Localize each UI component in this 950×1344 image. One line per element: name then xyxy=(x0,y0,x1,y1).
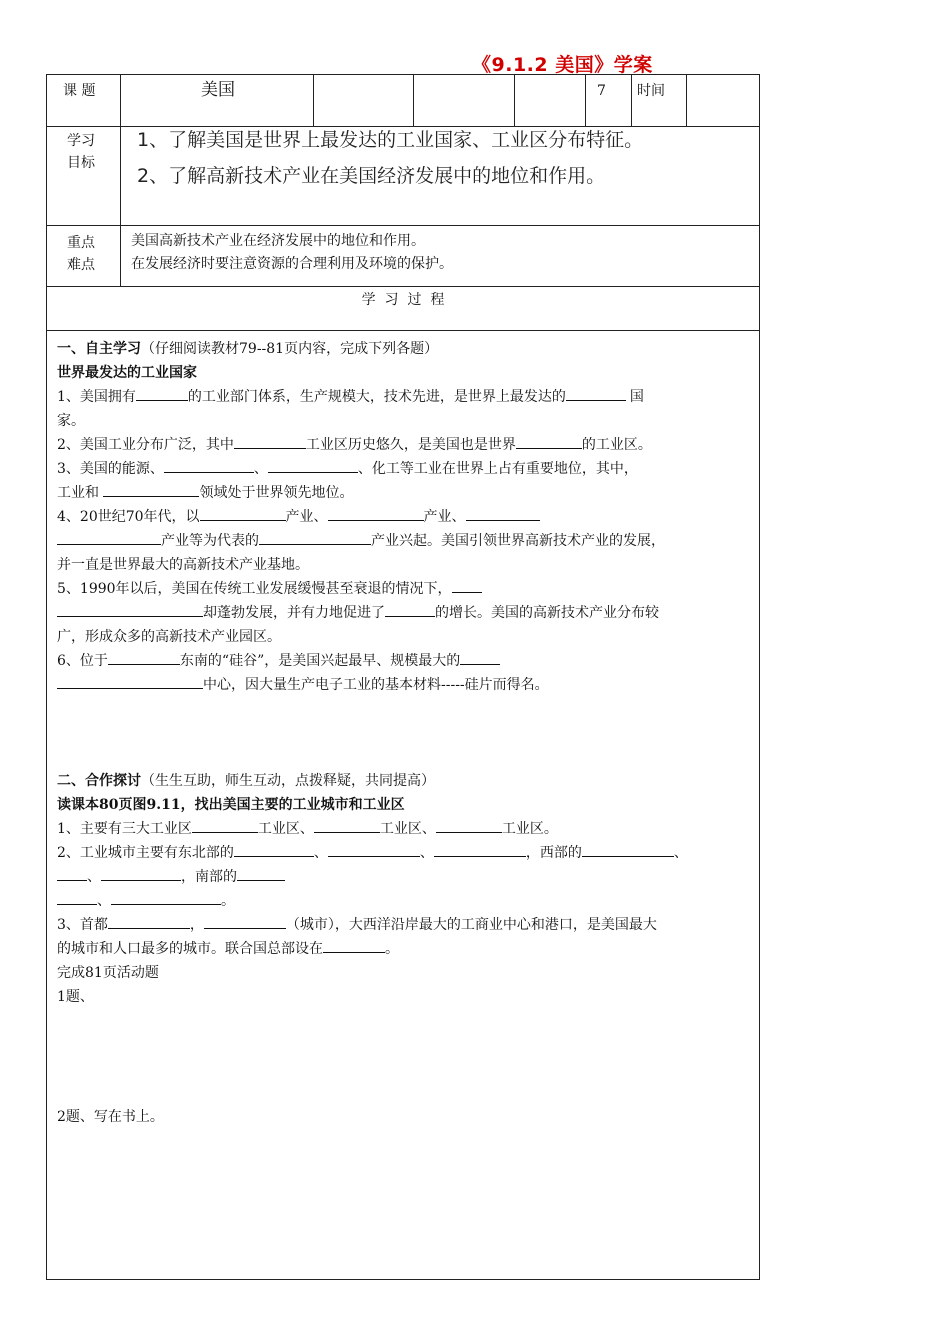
question-3-cont: 工业和 领域处于世界领先地位。 xyxy=(57,481,749,505)
answer-blank[interactable] xyxy=(436,818,502,833)
answer-blank[interactable] xyxy=(103,482,199,497)
answer-blank[interactable] xyxy=(434,842,526,857)
content-area xyxy=(57,337,749,1129)
question-5: 5、1990年以后，美国在传统工业发展缓慢甚至衰退的情况下， xyxy=(57,577,749,601)
key-label-1: 重点 xyxy=(67,235,95,251)
answer-blank[interactable] xyxy=(323,938,385,953)
topic-label: 课 题 xyxy=(63,83,96,99)
part1-subheading: 世界最发达的工业国家 xyxy=(57,365,197,381)
part2-heading-note: （生生互助，师生互动，点拨释疑，共同提高） xyxy=(141,773,435,789)
answer-blank[interactable] xyxy=(328,506,424,521)
column-divider xyxy=(514,75,515,126)
question-4: 4、20世纪70年代，以 产业、 产业、 xyxy=(57,505,749,529)
part2-heading: 二、合作探讨 xyxy=(57,773,141,789)
lesson-number: 7 xyxy=(597,83,606,99)
answer-blank[interactable] xyxy=(57,866,87,881)
column-divider xyxy=(585,75,586,126)
answer-blank[interactable] xyxy=(452,578,482,593)
answer-blank[interactable] xyxy=(57,890,97,905)
answer-blank[interactable] xyxy=(516,434,582,449)
question-6: 6、位于 东南的“硅谷”，是美国兴起最早、规模最大的 xyxy=(57,649,749,673)
p2-question-1: 1、主要有三大工业区 工业区、 工业区、 工业区。 xyxy=(57,817,749,841)
question-4-cont: 产业等为代表的 产业兴起。美国引领世界高新技术产业的发展， xyxy=(57,529,749,553)
goal-item-1: 1、了解美国是世界上最发达的工业国家、工业区分布特征。 xyxy=(137,129,644,151)
answer-blank[interactable] xyxy=(108,914,190,929)
answer-blank[interactable] xyxy=(57,530,161,545)
answer-blank[interactable] xyxy=(259,530,371,545)
answer-blank[interactable] xyxy=(460,650,500,665)
answer-blank[interactable] xyxy=(111,890,221,905)
question-5-cont: 却蓬勃发展，并有力地促进了 的增长。美国的高新技术产业分布较 xyxy=(57,601,749,625)
answer-blank[interactable] xyxy=(328,842,420,857)
worksheet-table xyxy=(46,74,760,1280)
p2-question-3: 3、首都 ， （城市），大西洋沿岸最大的工商业中心和港口，是美国最大 xyxy=(57,913,749,937)
part2-subheading: 读课本80页图9.11，找出美国主要的工业城市和工业区 xyxy=(57,797,405,813)
p2-question-2-cont2: 、 。 xyxy=(57,889,749,913)
row-divider xyxy=(47,330,759,331)
document-title: 《9.1.2 美国》学案 xyxy=(472,54,653,76)
answer-blank[interactable] xyxy=(57,602,203,617)
answer-blank[interactable] xyxy=(108,650,180,665)
column-divider xyxy=(631,75,632,126)
question-4-cont2: 并一直是世界最大的高新技术产业基地。 xyxy=(57,557,309,573)
activity-instruction: 完成81页活动题 xyxy=(57,965,159,981)
question-1-cont: 家。 xyxy=(57,413,85,429)
p2-question-3-cont: 的城市和人口最多的城市。联合国总部设在 。 xyxy=(57,937,749,961)
answer-blank[interactable] xyxy=(101,866,181,881)
answer-blank[interactable] xyxy=(164,458,254,473)
activity-question-2: 2题、写在书上。 xyxy=(57,1109,164,1125)
answer-blank[interactable] xyxy=(385,602,435,617)
answer-blank[interactable] xyxy=(582,842,674,857)
row-divider xyxy=(47,286,759,287)
part1-heading-note: （仔细阅读教材79--81页内容，完成下列各题） xyxy=(141,341,439,357)
answer-blank[interactable] xyxy=(566,386,626,401)
answer-blank[interactable] xyxy=(200,506,286,521)
question-3: 3、美国的能源、 、 、化工等工业在世界上占有重要地位，其中， xyxy=(57,457,749,481)
column-divider xyxy=(413,75,414,126)
question-5-cont2: 广，形成众多的高新技术产业园区。 xyxy=(57,629,281,645)
row-divider xyxy=(47,225,759,226)
answer-blank[interactable] xyxy=(136,386,188,401)
time-label: 时间 xyxy=(637,83,665,99)
answer-blank[interactable] xyxy=(314,818,380,833)
answer-blank[interactable] xyxy=(192,818,258,833)
answer-blank[interactable] xyxy=(204,914,286,929)
column-divider xyxy=(313,75,314,126)
answer-blank[interactable] xyxy=(466,506,540,521)
key-point-2: 在发展经济时要注意资源的合理利用及环境的保护。 xyxy=(131,256,453,272)
column-divider xyxy=(686,75,687,126)
column-divider xyxy=(120,75,121,286)
p2-question-2-cont: 、 ，南部的 xyxy=(57,865,749,889)
answer-blank[interactable] xyxy=(234,842,314,857)
answer-blank[interactable] xyxy=(57,674,203,689)
goals-label-2: 目标 xyxy=(67,155,95,171)
answer-blank[interactable] xyxy=(268,458,358,473)
question-2: 2、美国工业分布广泛，其中 工业区历史悠久，是美国也是世界 的工业区。 xyxy=(57,433,749,457)
answer-blank[interactable] xyxy=(237,866,285,881)
process-label: 学 习 过 程 xyxy=(361,292,445,308)
activity-question-1: 1题、 xyxy=(57,989,94,1005)
key-label-2: 难点 xyxy=(67,257,95,273)
goals-label-1: 学习 xyxy=(67,133,95,149)
question-1: 1、美国拥有 的工业部门体系，生产规模大，技术先进，是世界上最发达的 国 xyxy=(57,385,749,409)
part1-heading: 一、自主学习 xyxy=(57,341,141,357)
key-point-1: 美国高新技术产业在经济发展中的地位和作用。 xyxy=(131,233,425,249)
answer-blank[interactable] xyxy=(234,434,306,449)
goal-item-2: 2、了解高新技术产业在美国经济发展中的地位和作用。 xyxy=(137,165,606,187)
topic-value: 美国 xyxy=(201,80,235,100)
p2-question-2: 2、工业城市主要有东北部的 、 、 ，西部的 、 xyxy=(57,841,749,865)
question-6-cont: 中心，因大量生产电子工业的基本材料-----硅片而得名。 xyxy=(57,673,749,697)
